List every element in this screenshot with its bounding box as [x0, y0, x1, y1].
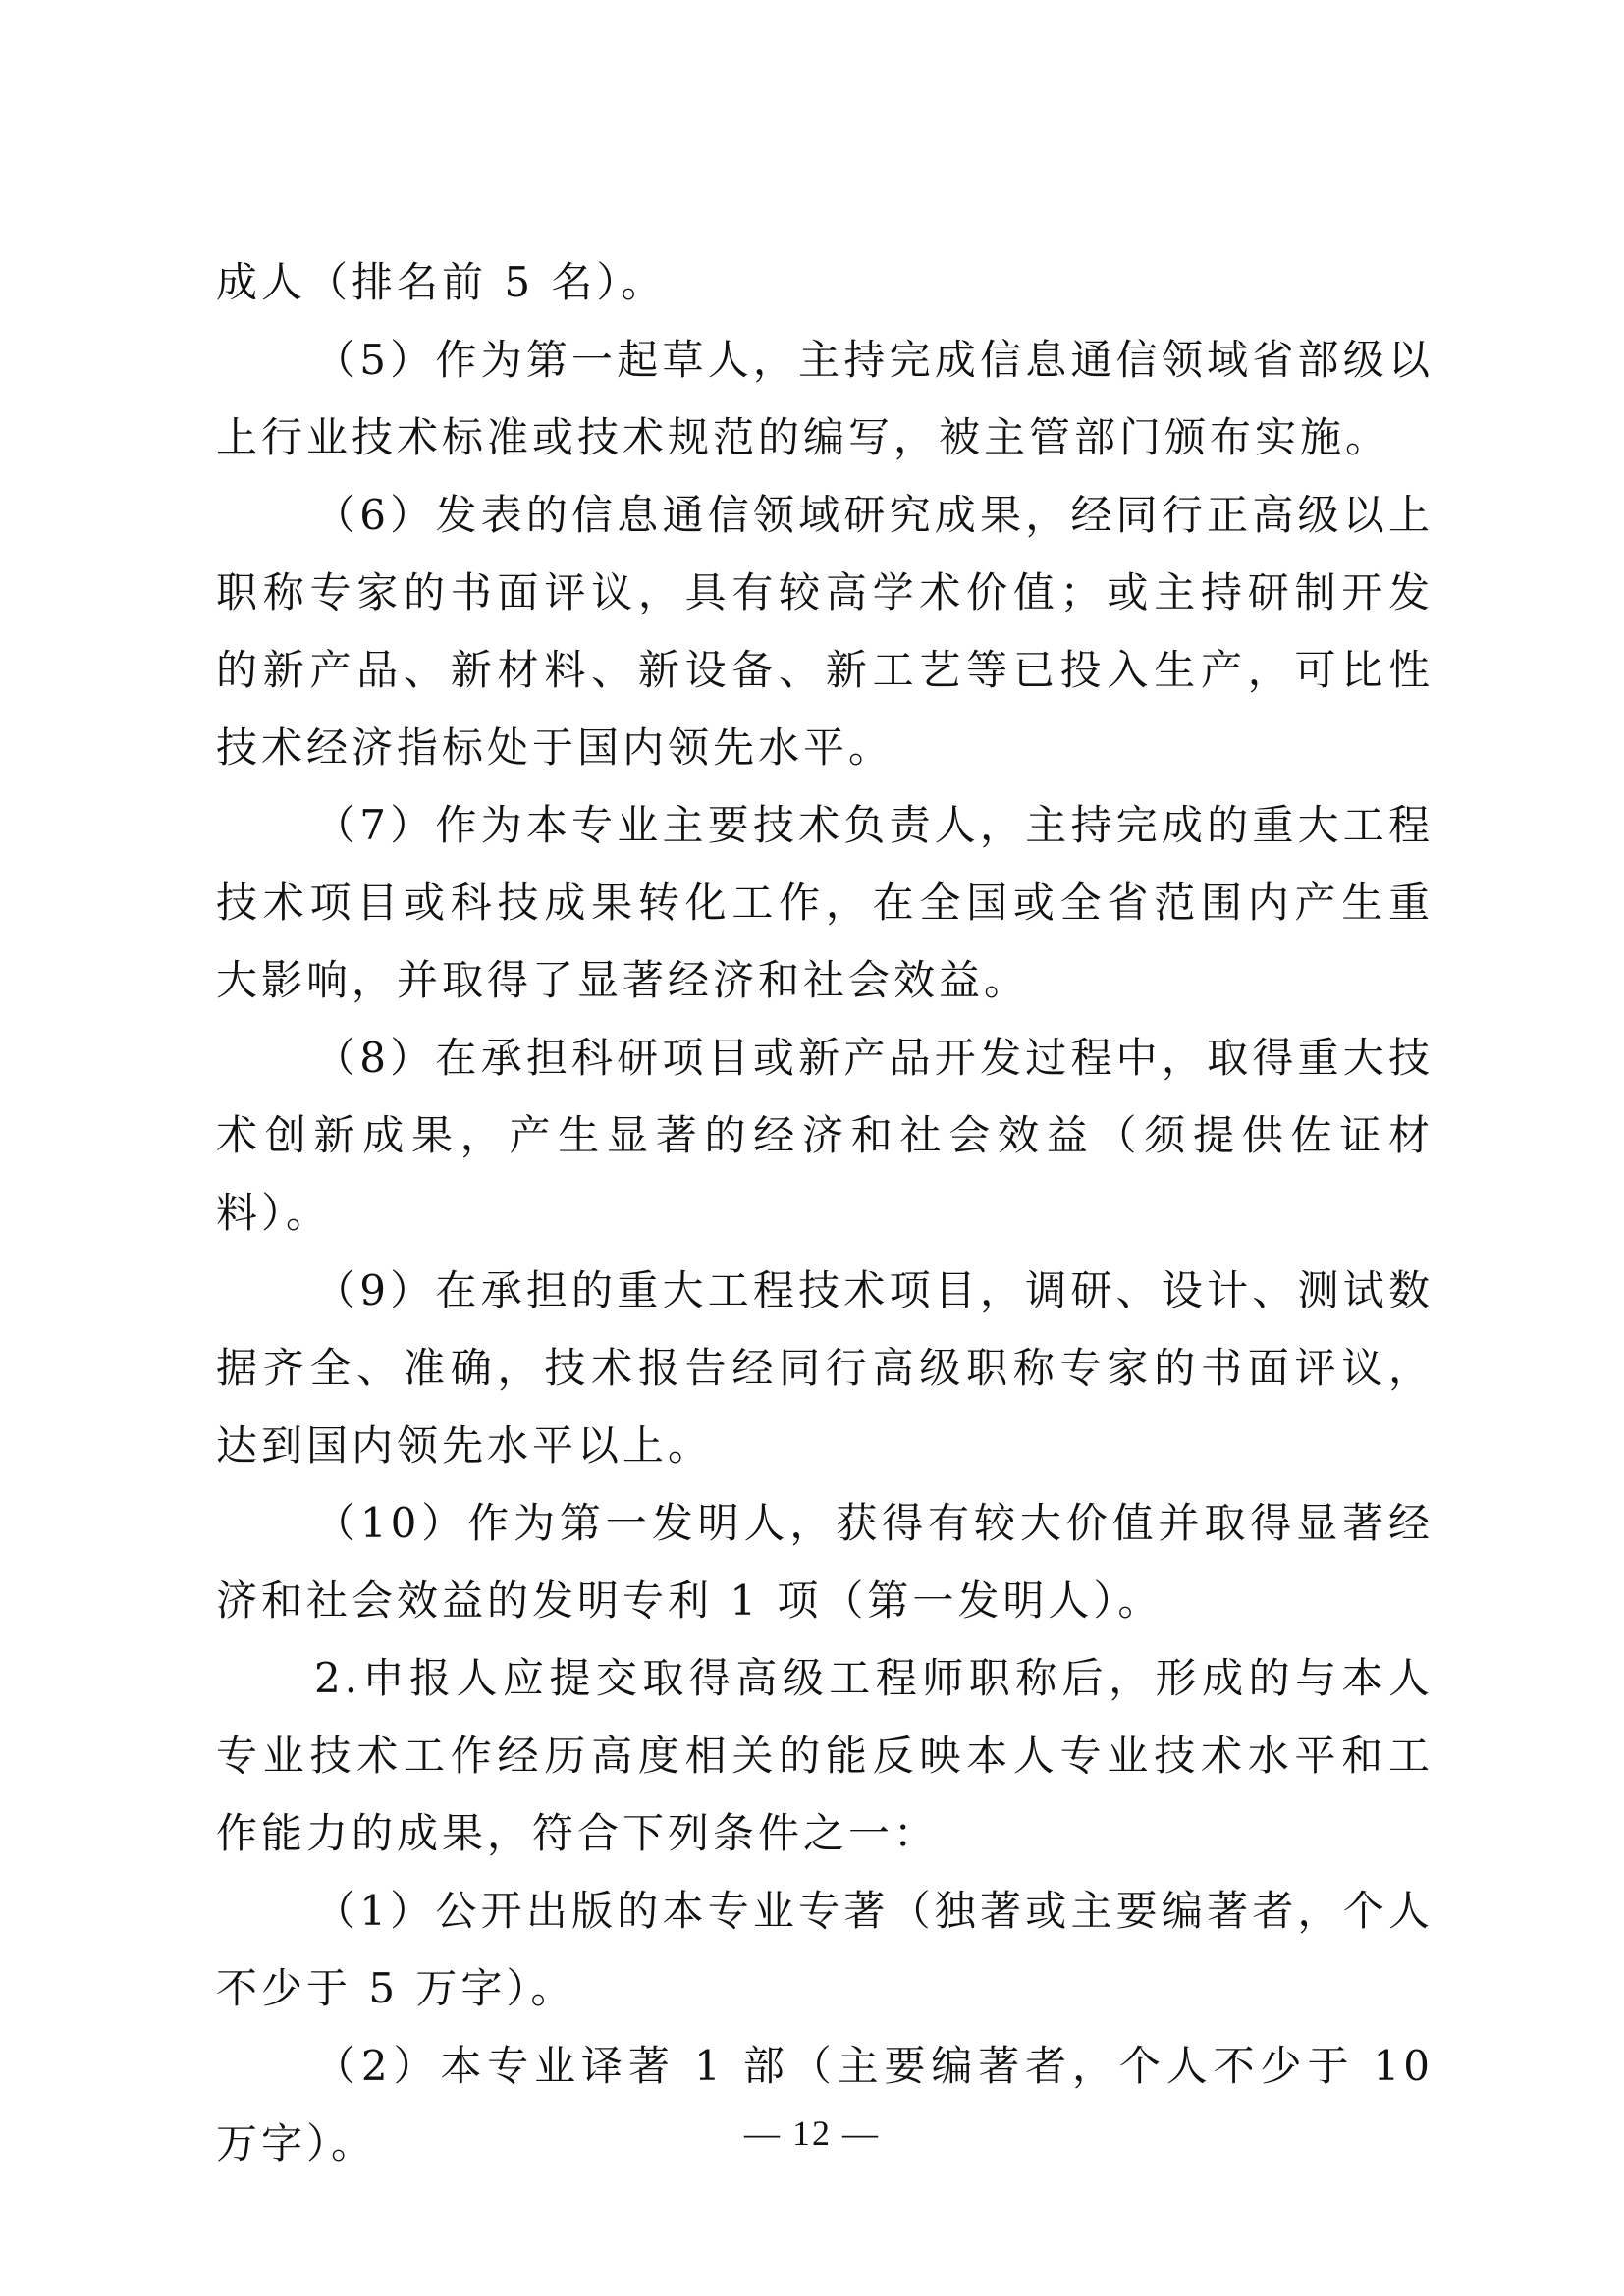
paragraph-item-6: （6）发表的信息通信领域研究成果，经同行正高级以上职称专家的书面评议，具有较高学术价值；或主持研制开发的新产品、新材料、新设备、新工艺等已投入生产，可比性技术经济指标处于国内领先水平。	[216, 491, 1434, 772]
paragraph-item-5: （5）作为第一起草人，主持完成信息通信领域省部级以上行业技术标准或技术规范的编写，被主管部门颁布实施。	[216, 336, 1434, 461]
paragraph-item-9: （9）在承担的重大工程技术项目，调研、设计、测试数据齐全、准确，技术报告经同行高级职称专家的书面评议，达到国内领先水平以上。	[216, 1266, 1434, 1469]
paragraph-item-10: （10）作为第一发明人，获得有较大价值并取得显著经济和社会效益的发明专利 1 项（第一发明人）。	[216, 1499, 1434, 1625]
document-body	[216, 243, 1434, 2182]
paragraph-continuation: 成人（排名前 5 名）。	[216, 258, 667, 306]
paragraph-item-8: （8）在承担科研项目或新产品开发过程中，取得重大技术创新成果，产生显著的经济和社会效益（须提供佐证材料）。	[216, 1034, 1434, 1237]
paragraph-item-7: （7）作为本专业主要技术负责人，主持完成的重大工程技术项目或科技成果转化工作，在全国或全省范围内产生重大影响，并取得了显著经济和社会效益。	[216, 801, 1434, 1004]
paragraph-subitem-2: （2）本专业译著 1 部（主要编著者，个人不少于 10 万字）。	[216, 2042, 1434, 2167]
paragraph-subitem-1: （1）公开出版的本专业专著（独著或主要编著者，个人不少于 5 万字）。	[216, 1887, 1434, 2012]
page-number: — 12 —	[744, 2113, 880, 2153]
paragraph-section-2: 2.申报人应提交取得高级工程师职称后，形成的与本人专业技术工作经历高度相关的能反映本人专业技术水平和工作能力的成果，符合下列条件之一：	[216, 1654, 1434, 1857]
